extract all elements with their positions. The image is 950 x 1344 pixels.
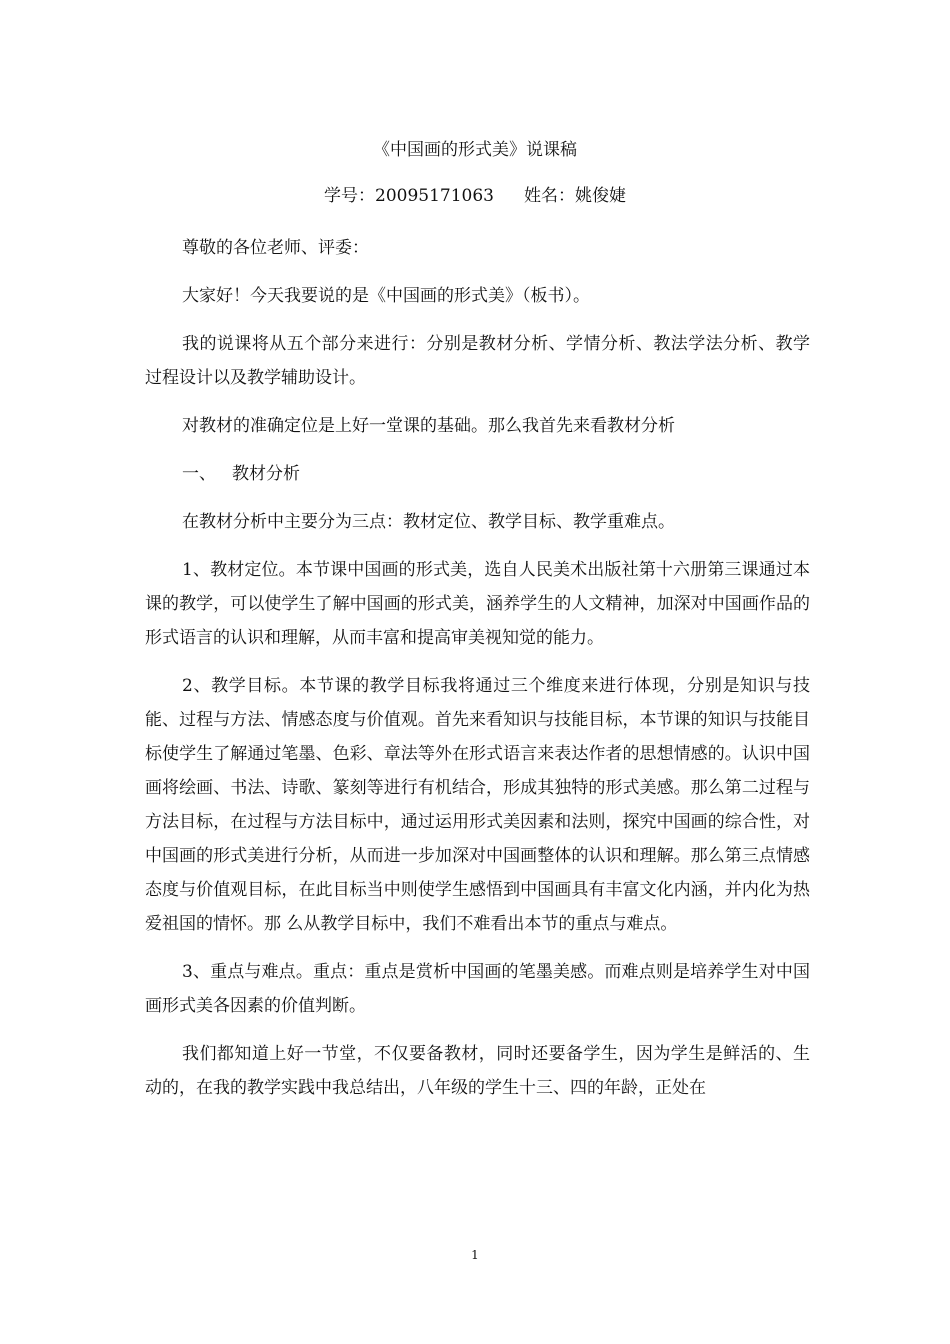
document-body [145,231,810,1119]
paragraph: 1、教材定位。本节课中国画的形式美，选自人民美术出版社第十六册第三课通过本课的教学，可以使学生了解中国画的形式美，涵养学生的人文精神，加深对中国画作品的形式语言的认识和理解，从而丰富和提高审美视知觉的能力。 [145,560,810,648]
student-name: 姓名：姚俊婕 [523,186,626,206]
paragraph: 我们都知道上好一节堂，不仅要备教材，同时还要备学生，因为学生是鲜活的、生动的，在我的教学实践中我总结出，八年级的学生十三、四的年龄，正处在 [145,1044,810,1098]
section-heading [145,457,810,491]
document-title: 《中国画的形式美》说课稿 [373,140,577,160]
paragraph: 对教材的准确定位是上好一堂课的基础。那么我首先来看教材分析 [182,416,675,436]
paragraph: 在教材分析中主要分为三点：教材定位、教学目标、教学重难点。 [182,512,675,532]
paragraph: 我的说课将从五个部分来进行：分别是教材分析、学情分析、教法学法分析、教学过程设计以及教学辅助设计。 [145,334,810,388]
section-title: 教材分析 [232,464,300,484]
page-number: 1 [471,1248,479,1262]
paragraph: 大家好！今天我要说的是《中国画的形式美》（板书）。 [182,286,590,306]
student-info [0,184,950,208]
section-number: 一、 [182,464,216,484]
student-id: 学号：20095171063 [324,186,494,206]
paragraph: 3、重点与难点。重点：重点是赏析中国画的笔墨美感。而难点则是培养学生对中国画形式美各因素的价值判断。 [145,962,810,1016]
paragraph: 2、教学目标。本节课的教学目标我将通过三个维度来进行体现，分别是知识与技能、过程与方法、情感态度与价值观。首先来看知识与技能目标，本节课的知识与技能目标使学生了解通过笔墨、色彩、章法等外在形式语言来表达作者的思想情感的。认识中国画将绘画、书法、诗歌、篆刻等进行有机结合，形成其独特的形式美感。那么第二过程与方法目标，在过程与方法目标中，通过运用形式美因素和法则，探究中国画的综合性，对中国画的形式美进行分析，从而进一步加深对中国画整体的认识和理解。那么第三点情感态度与价值观目标，在此目标当中则使学生感悟到中国画具有丰富文化内涵，并内化为热爱祖国的情怀。那 么从教学目标中，我们不难看出本节的重点与难点。 [145,676,810,934]
greeting: 尊敬的各位老师、评委： [182,238,369,258]
